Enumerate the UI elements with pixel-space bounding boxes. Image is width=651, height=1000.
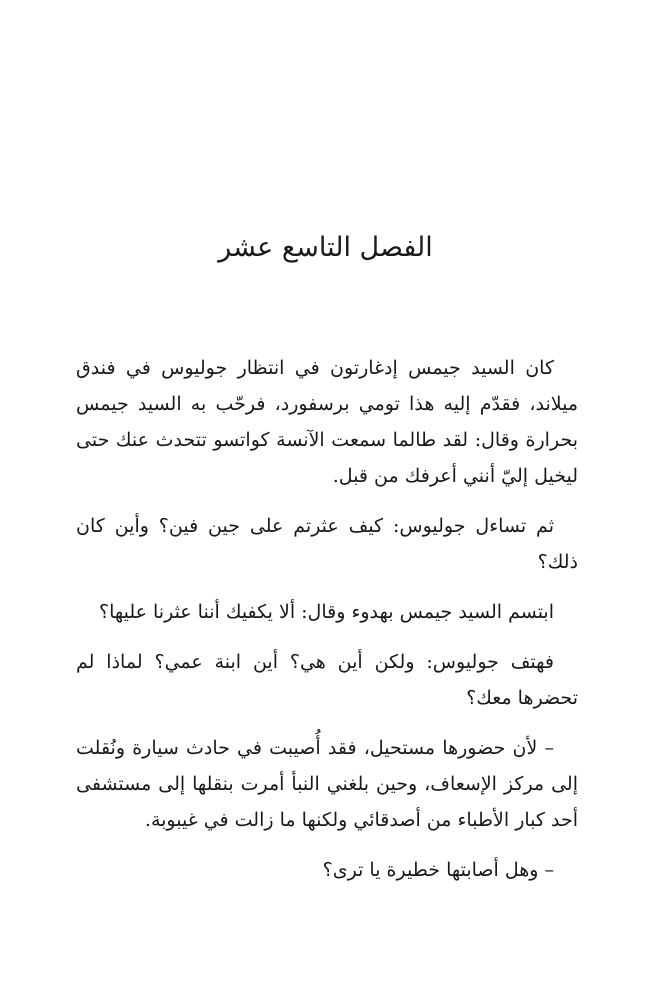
chapter-body — [76, 350, 578, 902]
paragraph: ثم تساءل جوليوس: كيف عثرتم على جين فين؟ وأين كان ذلك؟ — [76, 515, 578, 573]
paragraph: ابتسم السيد جيمس بهدوء وقال: ألا يكفيك أننا عثرنا عليها؟ — [98, 601, 554, 623]
dialog-paragraph: – وهل أصابتها خطيرة يا ترى؟ — [322, 859, 554, 881]
paragraph: كان السيد جيمس إدغارتون في انتظار جوليوس في فندق ميلاند، فقدّم إليه هذا تومي برسفورد، فرحّب به السيد جيمس بحرارة وقال: لقد طالما سمعت الآنسة كواتسو تتحدث عنك حتى ليخيل إليّ أنني أعرفك من قبل. — [76, 357, 578, 487]
dialog-paragraph: – لأن حضورها مستحيل، فقد أُصيبت في حادث سيارة ونُقلت إلى مركز الإسعاف، وحين بلغني النبأ أمرت بنقلها إلى مستشفى أحد كبار الأطباء من أصدقائي ولكنها ما زالت في غيبوبة. — [76, 737, 578, 831]
chapter-title: الفصل التاسع عشر — [218, 232, 433, 263]
paragraph: فهتف جوليوس: ولكن أين هي؟ أين ابنة عمي؟ لماذا لم تحضرها معك؟ — [76, 651, 578, 709]
